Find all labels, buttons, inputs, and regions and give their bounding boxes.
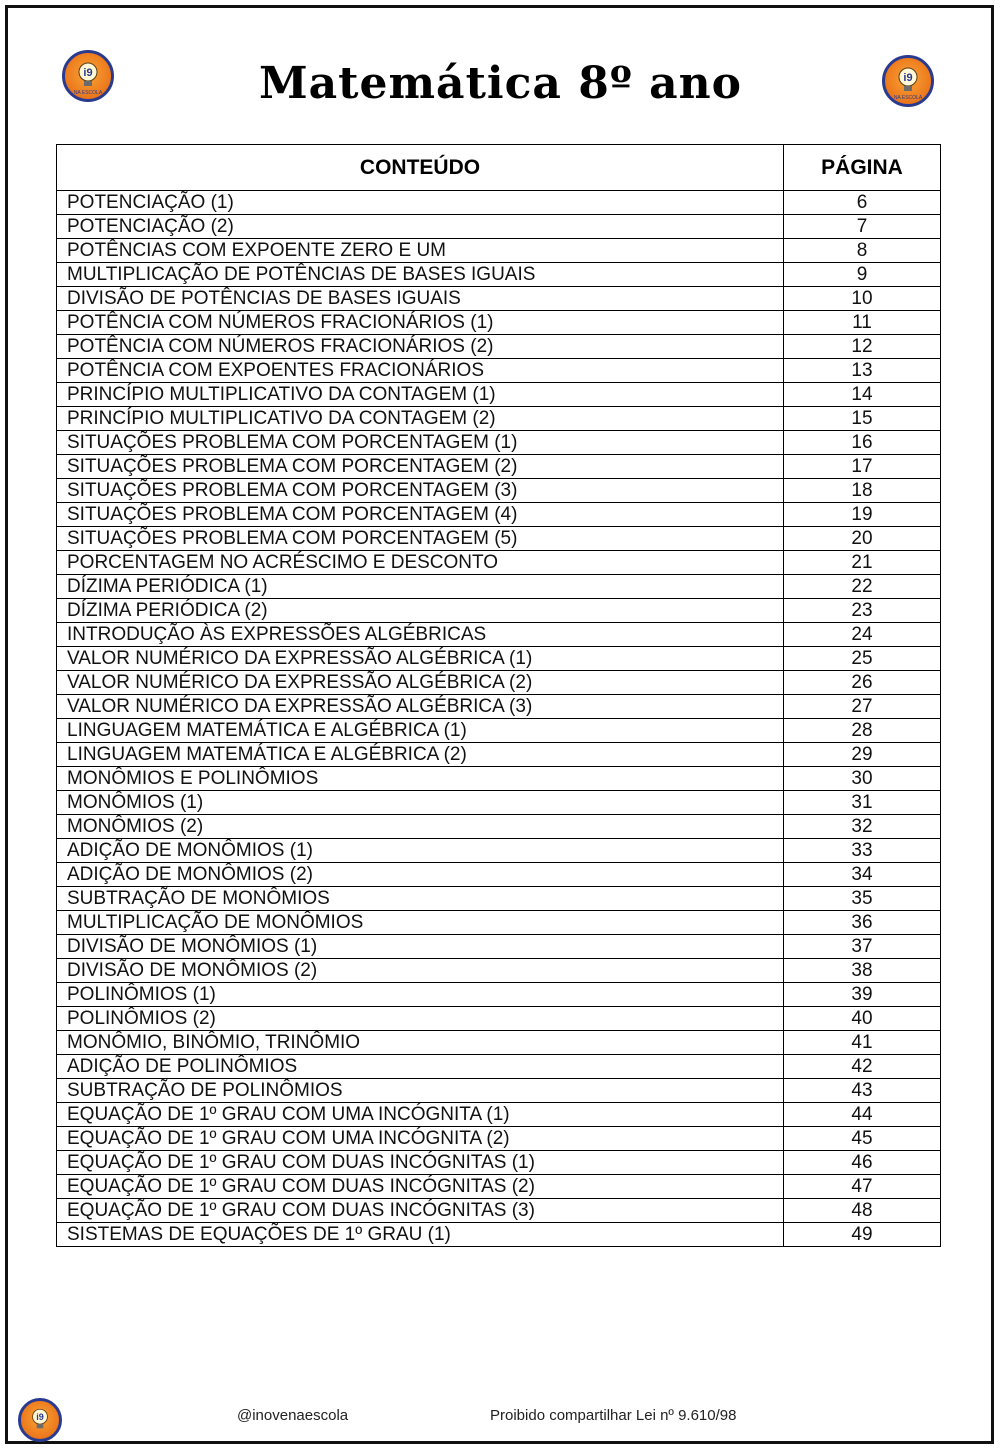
row-page-cell: 22	[784, 575, 941, 599]
row-content-cell: SUBTRAÇÃO DE MONÔMIOS	[57, 887, 784, 911]
row-content-cell: SITUAÇÕES PROBLEMA COM PORCENTAGEM (1)	[57, 431, 784, 455]
row-page-cell: 33	[784, 839, 941, 863]
row-page-cell: 9	[784, 263, 941, 287]
row-page-cell: 41	[784, 1031, 941, 1055]
table-row	[57, 287, 941, 311]
table-row	[57, 719, 941, 743]
row-content-cell: POTÊNCIAS COM EXPOENTE ZERO E UM	[57, 239, 784, 263]
row-content-cell: POTÊNCIA COM NÚMEROS FRACIONÁRIOS (2)	[57, 335, 784, 359]
table-row	[57, 239, 941, 263]
table-row	[57, 911, 941, 935]
row-content-cell: SITUAÇÕES PROBLEMA COM PORCENTAGEM (5)	[57, 527, 784, 551]
row-content-cell: MULTIPLICAÇÃO DE POTÊNCIAS DE BASES IGUAIS	[57, 263, 784, 287]
footer-copyright-notice: Proibido compartilhar Lei nº 9.610/98	[490, 1407, 737, 1424]
row-page-cell: 36	[784, 911, 941, 935]
row-page-cell: 32	[784, 815, 941, 839]
row-content-cell: MONÔMIOS (2)	[57, 815, 784, 839]
contents-table-body	[57, 191, 941, 1247]
row-page-cell: 24	[784, 623, 941, 647]
row-page-cell: 25	[784, 647, 941, 671]
row-page-cell: 11	[784, 311, 941, 335]
row-content-cell: DIVISÃO DE MONÔMIOS (2)	[57, 959, 784, 983]
row-content-cell: SITUAÇÕES PROBLEMA COM PORCENTAGEM (2)	[57, 455, 784, 479]
row-page-cell: 7	[784, 215, 941, 239]
row-page-cell: 39	[784, 983, 941, 1007]
table-row	[57, 1127, 941, 1151]
row-page-cell: 21	[784, 551, 941, 575]
table-row	[57, 647, 941, 671]
svg-text:NA ESCOLA: NA ESCOLA	[73, 90, 103, 96]
row-content-cell: SUBTRAÇÃO DE POLINÔMIOS	[57, 1079, 784, 1103]
row-content-cell: INTRODUÇÃO ÀS EXPRESSÕES ALGÉBRICAS	[57, 623, 784, 647]
row-content-cell: SITUAÇÕES PROBLEMA COM PORCENTAGEM (4)	[57, 503, 784, 527]
table-row	[57, 935, 941, 959]
row-content-cell: DÍZIMA PERIÓDICA (1)	[57, 575, 784, 599]
row-content-cell: EQUAÇÃO DE 1º GRAU COM UMA INCÓGNITA (1)	[57, 1103, 784, 1127]
row-page-cell: 40	[784, 1007, 941, 1031]
row-content-cell: ADIÇÃO DE MONÔMIOS (1)	[57, 839, 784, 863]
row-content-cell: POTENCIAÇÃO (2)	[57, 215, 784, 239]
page-column-header: PÁGINA	[784, 145, 941, 191]
table-row	[57, 671, 941, 695]
row-page-cell: 18	[784, 479, 941, 503]
row-content-cell: POLINÔMIOS (1)	[57, 983, 784, 1007]
table-row	[57, 623, 941, 647]
row-page-cell: 43	[784, 1079, 941, 1103]
row-page-cell: 23	[784, 599, 941, 623]
row-page-cell: 49	[784, 1223, 941, 1247]
table-row	[57, 1199, 941, 1223]
table-row	[57, 791, 941, 815]
table-row	[57, 1031, 941, 1055]
row-page-cell: 15	[784, 407, 941, 431]
table-row	[57, 191, 941, 215]
table-row	[57, 527, 941, 551]
row-content-cell: MULTIPLICAÇÃO DE MONÔMIOS	[57, 911, 784, 935]
table-row	[57, 383, 941, 407]
row-page-cell: 30	[784, 767, 941, 791]
table-row	[57, 1103, 941, 1127]
brand-logo-icon	[18, 1398, 62, 1442]
row-page-cell: 13	[784, 359, 941, 383]
row-page-cell: 46	[784, 1151, 941, 1175]
table-row	[57, 311, 941, 335]
table-row	[57, 551, 941, 575]
row-content-cell: DÍZIMA PERIÓDICA (2)	[57, 599, 784, 623]
row-page-cell: 47	[784, 1175, 941, 1199]
row-page-cell: 12	[784, 335, 941, 359]
row-page-cell: 10	[784, 287, 941, 311]
row-content-cell: PORCENTAGEM NO ACRÉSCIMO E DESCONTO	[57, 551, 784, 575]
svg-text:NA ESCOLA: NA ESCOLA	[893, 95, 923, 101]
row-page-cell: 37	[784, 935, 941, 959]
row-content-cell: EQUAÇÃO DE 1º GRAU COM DUAS INCÓGNITAS (2)	[57, 1175, 784, 1199]
row-page-cell: 28	[784, 719, 941, 743]
table-row	[57, 887, 941, 911]
row-content-cell: SITUAÇÕES PROBLEMA COM PORCENTAGEM (3)	[57, 479, 784, 503]
row-page-cell: 14	[784, 383, 941, 407]
row-content-cell: MONÔMIOS (1)	[57, 791, 784, 815]
row-content-cell: POTENCIAÇÃO (1)	[57, 191, 784, 215]
table-row	[57, 743, 941, 767]
table-row	[57, 1223, 941, 1247]
table-row	[57, 863, 941, 887]
table-row	[57, 479, 941, 503]
row-content-cell: DIVISÃO DE MONÔMIOS (1)	[57, 935, 784, 959]
row-content-cell: POTÊNCIA COM EXPOENTES FRACIONÁRIOS	[57, 359, 784, 383]
table-header-row	[57, 145, 941, 191]
table-row	[57, 839, 941, 863]
table-row	[57, 983, 941, 1007]
row-page-cell: 6	[784, 191, 941, 215]
row-content-cell: SISTEMAS DE EQUAÇÕES DE 1º GRAU (1)	[57, 1223, 784, 1247]
row-content-cell: PRINCÍPIO MULTIPLICATIVO DA CONTAGEM (2)	[57, 407, 784, 431]
row-content-cell: POTÊNCIA COM NÚMEROS FRACIONÁRIOS (1)	[57, 311, 784, 335]
table-row	[57, 359, 941, 383]
page-title: Matemática 8º ano	[258, 58, 743, 109]
table-row	[57, 263, 941, 287]
row-content-cell: DIVISÃO DE POTÊNCIAS DE BASES IGUAIS	[57, 287, 784, 311]
table-row	[57, 695, 941, 719]
row-content-cell: EQUAÇÃO DE 1º GRAU COM DUAS INCÓGNITAS (1)	[57, 1151, 784, 1175]
row-page-cell: 35	[784, 887, 941, 911]
table-row	[57, 599, 941, 623]
row-page-cell: 20	[784, 527, 941, 551]
table-row	[57, 215, 941, 239]
contents-table	[56, 144, 941, 1247]
row-page-cell: 27	[784, 695, 941, 719]
row-content-cell: MONÔMIOS E POLINÔMIOS	[57, 767, 784, 791]
row-page-cell: 34	[784, 863, 941, 887]
table-row	[57, 959, 941, 983]
table-row	[57, 503, 941, 527]
table-row	[57, 455, 941, 479]
svg-text:i9: i9	[903, 72, 913, 84]
row-content-cell: ADIÇÃO DE MONÔMIOS (2)	[57, 863, 784, 887]
row-page-cell: 38	[784, 959, 941, 983]
row-content-cell: VALOR NUMÉRICO DA EXPRESSÃO ALGÉBRICA (1)	[57, 647, 784, 671]
row-content-cell: VALOR NUMÉRICO DA EXPRESSÃO ALGÉBRICA (3)	[57, 695, 784, 719]
table-row	[57, 431, 941, 455]
table-row	[57, 1151, 941, 1175]
row-page-cell: 16	[784, 431, 941, 455]
row-content-cell: PRINCÍPIO MULTIPLICATIVO DA CONTAGEM (1)	[57, 383, 784, 407]
row-content-cell: EQUAÇÃO DE 1º GRAU COM UMA INCÓGNITA (2)	[57, 1127, 784, 1151]
table-row	[57, 1055, 941, 1079]
row-page-cell: 17	[784, 455, 941, 479]
table-row	[57, 407, 941, 431]
table-row	[57, 1175, 941, 1199]
content-column-header: CONTEÚDO	[57, 145, 784, 191]
row-page-cell: 45	[784, 1127, 941, 1151]
row-content-cell: EQUAÇÃO DE 1º GRAU COM DUAS INCÓGNITAS (3)	[57, 1199, 784, 1223]
row-page-cell: 31	[784, 791, 941, 815]
row-page-cell: 26	[784, 671, 941, 695]
table-row	[57, 1007, 941, 1031]
table-row	[57, 575, 941, 599]
table-row	[57, 335, 941, 359]
row-page-cell: 29	[784, 743, 941, 767]
row-content-cell: POLINÔMIOS (2)	[57, 1007, 784, 1031]
table-row	[57, 815, 941, 839]
row-page-cell: 42	[784, 1055, 941, 1079]
row-content-cell: LINGUAGEM MATEMÁTICA E ALGÉBRICA (2)	[57, 743, 784, 767]
svg-text:i9: i9	[83, 67, 93, 79]
row-page-cell: 48	[784, 1199, 941, 1223]
row-content-cell: VALOR NUMÉRICO DA EXPRESSÃO ALGÉBRICA (2)	[57, 671, 784, 695]
svg-text:i9: i9	[36, 1412, 44, 1422]
row-content-cell: ADIÇÃO DE POLINÔMIOS	[57, 1055, 784, 1079]
row-page-cell: 44	[784, 1103, 941, 1127]
row-content-cell: LINGUAGEM MATEMÁTICA E ALGÉBRICA (1)	[57, 719, 784, 743]
footer-social-handle: @inovenaescola	[237, 1407, 349, 1424]
row-page-cell: 19	[784, 503, 941, 527]
row-content-cell: MONÔMIO, BINÔMIO, TRINÔMIO	[57, 1031, 784, 1055]
row-page-cell: 8	[784, 239, 941, 263]
table-row	[57, 767, 941, 791]
table-row	[57, 1079, 941, 1103]
